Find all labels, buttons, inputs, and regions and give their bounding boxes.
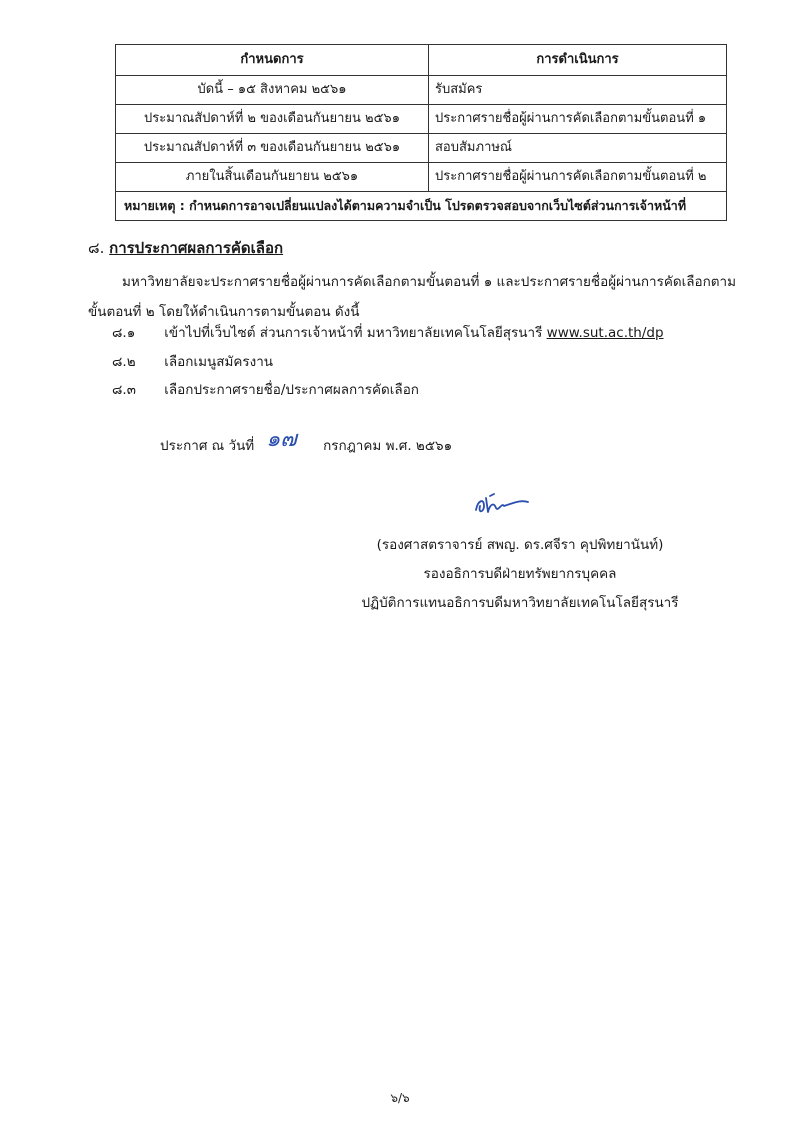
step-text: เลือกเมนูสมัครงาน <box>164 354 274 370</box>
schedule-action: รับสมัคร <box>429 76 727 105</box>
step-number: ๘.๓ <box>112 382 136 398</box>
schedule-date: ภายในสิ้นเดือนกันยายน ๒๕๖๑ <box>116 163 429 192</box>
step-item <box>112 321 664 345</box>
schedule-note: หมายเหตุ : กำหนดการอาจเปลี่ยนแปลงได้ตามความจำเป็น โปรดตรวจสอบจากเว็บไซต์ส่วนการเจ้าหน้าที่ <box>116 192 727 221</box>
step-text: เข้าไปที่เว็บไซต์ ส่วนการเจ้าหน้าที่ มหาวิทยาลัยเทคโนโลยีสุรนารี <box>164 325 543 341</box>
schedule-action: สอบสัมภาษณ์ <box>429 134 727 163</box>
signatory-position: รองอธิการบดีฝ่ายทรัพยากรบุคคล <box>423 566 617 582</box>
page-number: ๖/๖ <box>390 1091 410 1105</box>
table-row <box>116 76 727 105</box>
section-heading <box>88 236 283 260</box>
table-row <box>116 134 727 163</box>
schedule-action: ประกาศรายชื่อผู้ผ่านการคัดเลือกตามขั้นตอนที่ ๑ <box>429 105 727 134</box>
schedule-date: ประมาณสัปดาห์ที่ ๒ ของเดือนกันยายน ๒๕๖๑ <box>116 105 429 134</box>
step-text: เลือกประกาศรายชื่อ/ประกาศผลการคัดเลือก <box>164 382 419 398</box>
section-title: การประกาศผลการคัดเลือก <box>109 239 284 257</box>
column-header-schedule: กำหนดการ <box>116 45 429 76</box>
announcement-date <box>160 425 452 460</box>
section-number: ๘. <box>88 239 105 257</box>
handwritten-signature <box>470 488 540 520</box>
announcement-day: ๑๗ <box>266 427 297 452</box>
step-number: ๘.๒ <box>112 354 136 370</box>
column-header-action: การดำเนินการ <box>429 45 727 76</box>
table-row <box>116 105 727 134</box>
step-item <box>112 378 419 402</box>
schedule-date: ประมาณสัปดาห์ที่ ๓ ของเดือนกันยายน ๒๕๖๑ <box>116 134 429 163</box>
signatory-name: (รองศาสตราจารย์ สพญ. ดร.ศจีรา คุปพิทยานันท์) <box>376 537 664 553</box>
signatory-acting: ปฏิบัติการแทนอธิการบดีมหาวิทยาลัยเทคโนโลยีสุรนารี <box>361 595 679 611</box>
step-number: ๘.๑ <box>112 325 136 341</box>
section-paragraph <box>88 267 738 327</box>
announcement-prefix: ประกาศ ณ วันที่ <box>160 438 255 454</box>
table-row <box>116 163 727 192</box>
section-paragraph-text: มหาวิทยาลัยจะประกาศรายชื่อผู้ผ่านการคัดเลือกตามขั้นตอนที่ ๑ และประกาศรายชื่อผู้ผ่านการคัดเลือกตามขั้นตอนที่ ๒ โดยให้ดำเนินการตามขั้นตอน ดังนี้ <box>88 274 737 320</box>
step-item <box>112 350 273 374</box>
website-link[interactable]: www.sut.ac.th/dp <box>546 325 664 341</box>
table-note-row <box>116 192 727 221</box>
announcement-month-year: กรกฎาคม พ.ศ. ๒๕๖๑ <box>323 438 453 454</box>
schedule-table <box>115 44 727 221</box>
schedule-action: ประกาศรายชื่อผู้ผ่านการคัดเลือกตามขั้นตอนที่ ๒ <box>429 163 727 192</box>
schedule-date: บัดนี้ – ๑๕ สิงหาคม ๒๕๖๑ <box>116 76 429 105</box>
table-header-row <box>116 45 727 76</box>
